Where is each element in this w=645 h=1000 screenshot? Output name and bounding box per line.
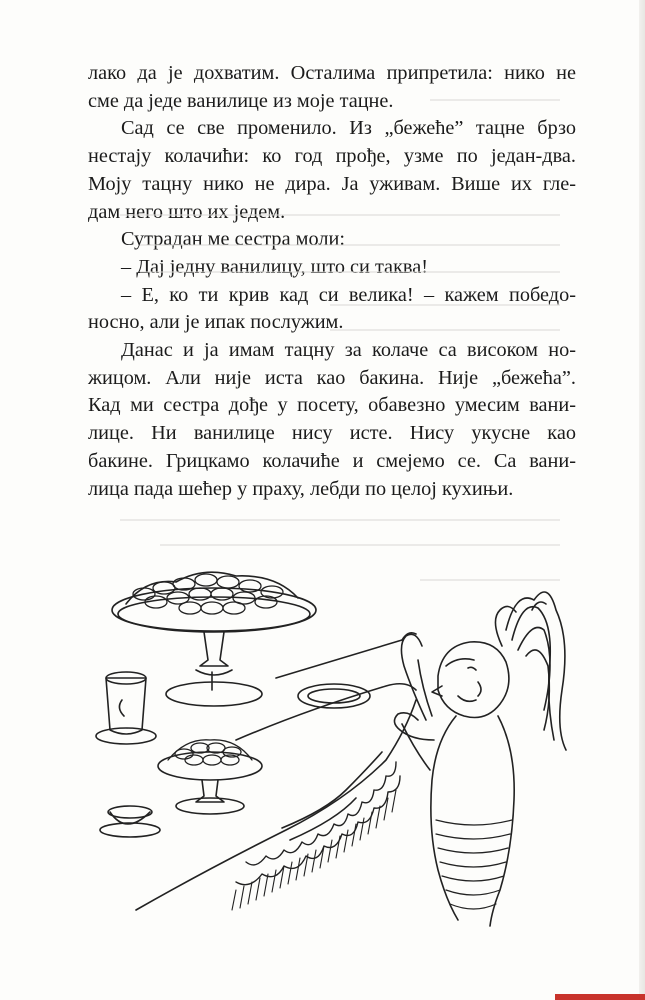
text-line: лица пада шећер у праху, лебди по целој кухињи.	[88, 477, 514, 500]
text-line: Сад се све променило. Из „бежеће” тацне брзо	[121, 117, 576, 140]
text-line: жицом. Али није иста као бакина. Није „бежећа”.	[88, 366, 576, 389]
cup-icon	[106, 678, 146, 734]
text-line: лако да је дохватим. Осталима припретила: нико не	[88, 62, 576, 84]
text-line: Данас и ја имам тацну за колаче са високом но-	[121, 339, 576, 362]
page-edge	[639, 0, 645, 1000]
text-line: Кад ми сестра дође у посету, обавезно умесим вани-	[88, 394, 576, 417]
text-line: лице. Ни ванилице нису исте. Нису укусне као	[88, 422, 576, 445]
paragraph-6	[88, 337, 576, 503]
girl-reaching-cookie-tray-drawing	[86, 490, 606, 930]
paragraph-4	[88, 254, 576, 282]
paragraph-2	[88, 115, 576, 226]
story-text	[88, 60, 576, 503]
text-line: носно, али је ипак послужим.	[88, 311, 344, 334]
dialogue-line: – Дај једну ванилицу, што си таква!	[121, 255, 428, 278]
text-line: сме да једе ванилице из моје тацне.	[88, 89, 394, 112]
illustration	[86, 490, 606, 930]
page-bottom-color-strip	[555, 994, 645, 1000]
text-line: Моју тацну нико не дира. Ја уживам. Више их гле-	[88, 172, 576, 195]
paragraph-5	[88, 282, 576, 337]
text-line: бакине. Грицкамо колачиће и смејемо се. Са вани-	[88, 449, 576, 472]
text-line: Сутрадан ме сестра моли:	[121, 228, 345, 251]
paragraph-3	[88, 226, 576, 254]
girl-figure	[394, 592, 566, 926]
text-line: дам него што их једем.	[88, 200, 286, 223]
paragraph-1	[88, 60, 576, 115]
text-line: нестају колачићи: ко год прође, узме по један-два.	[88, 145, 576, 168]
short-stand-icon	[158, 752, 262, 780]
dialogue-line: – Е, ко ти крив кад си велика! – кажем победо-	[121, 283, 576, 306]
